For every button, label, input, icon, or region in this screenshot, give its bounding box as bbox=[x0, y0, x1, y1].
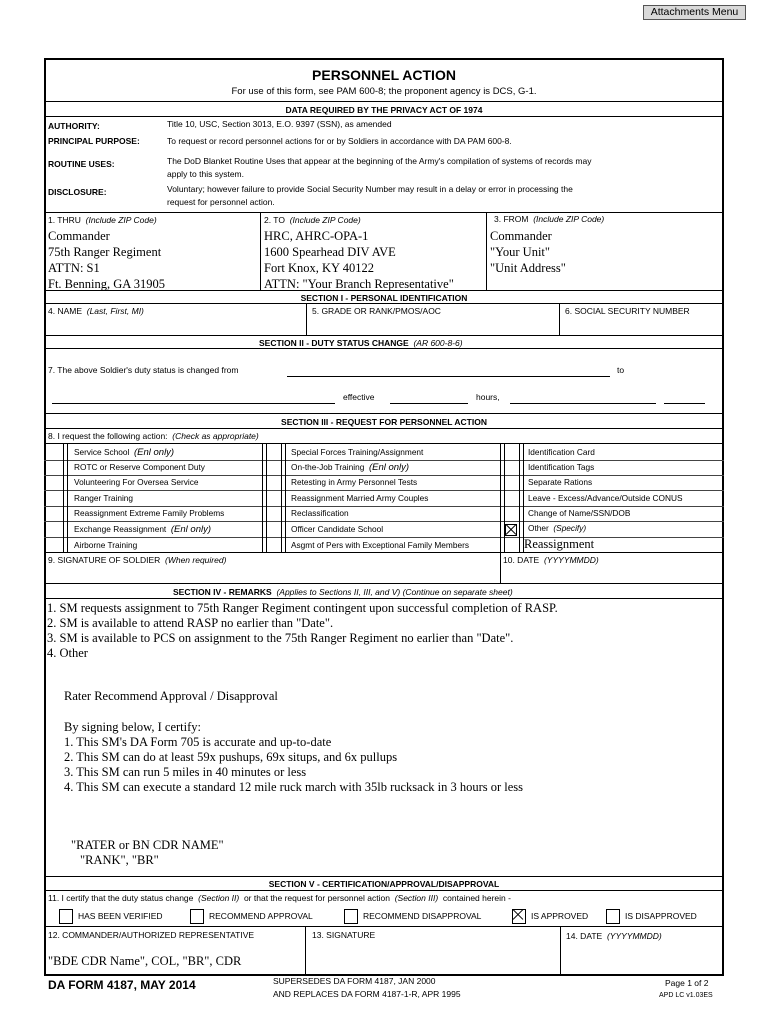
to-status-field[interactable] bbox=[52, 403, 335, 404]
effective-field[interactable] bbox=[390, 403, 468, 404]
certify-item-4[interactable]: 4. This SM can execute a standard 12 mile ruck march with 35lb rucksack in 3 hours or less bbox=[64, 780, 524, 794]
recommend-disapproval-checkbox[interactable] bbox=[344, 909, 358, 924]
action-ocs[interactable]: Officer Candidate School bbox=[291, 524, 384, 534]
action-married-couples[interactable]: Reassignment Married Army Couples bbox=[291, 493, 429, 503]
action-ojt[interactable]: On-the-Job Training (Enl only) bbox=[291, 462, 410, 473]
action-retesting[interactable]: Retesting in Army Personnel Tests bbox=[291, 477, 418, 487]
authority-text: Title 10, USC, Section 3013, E.O. 9397 (SSN), as amended bbox=[167, 119, 392, 129]
remark-line-4[interactable]: 4. Other bbox=[47, 646, 88, 660]
certify-item-1[interactable]: 1. This SM's DA Form 705 is accurate and up-to-date bbox=[64, 735, 332, 749]
cmdr-date-label: 14. DATE (YYYYMMDD) bbox=[566, 931, 662, 941]
remark-line-2[interactable]: 2. SM is available to attend RASP no earlier than "Date". bbox=[47, 616, 334, 630]
soldier-signature-label: 9. SIGNATURE OF SOLDIER (When required) bbox=[48, 555, 227, 565]
action-leave[interactable]: Leave - Excess/Advance/Outside CONUS bbox=[528, 493, 683, 503]
to-label: 2. TO (Include ZIP Code) bbox=[264, 215, 361, 225]
commander-value[interactable]: "BDE CDR Name", COL, "BR", CDR bbox=[48, 954, 242, 968]
purpose-text: To request or record personnel actions for or by Soldiers in accordance with DA PAM 600-8. bbox=[167, 136, 512, 146]
routine-label: ROUTINE USES: bbox=[48, 159, 115, 169]
certify-item-3[interactable]: 3. This SM can run 5 miles in 40 minutes or less bbox=[64, 765, 307, 779]
action-service-school[interactable]: Service School (Enl only) bbox=[74, 447, 175, 458]
effective-word: effective bbox=[343, 392, 375, 402]
privacy-heading: DATA REQUIRED BY THE PRIVACY ACT OF 1974 bbox=[285, 105, 483, 115]
soldier-date-label: 10. DATE (YYYYMMDD) bbox=[503, 555, 599, 565]
date-field-a[interactable] bbox=[510, 403, 656, 404]
grade-label: 5. GRADE OR RANK/PMOS/AOC bbox=[312, 306, 441, 316]
page-number: Page 1 of 2 bbox=[665, 978, 709, 988]
action-ranger-training[interactable]: Ranger Training bbox=[74, 493, 134, 503]
routine-text-1: The DoD Blanket Routine Uses that appear at the beginning of the Army's compilation of systems of records may bbox=[167, 156, 592, 166]
certify-statement: 11. I certify that the duty status change (Section II) or that the request for personnel action (Section III) contained herein - bbox=[48, 893, 511, 903]
action-airborne[interactable]: Airborne Training bbox=[74, 540, 138, 550]
cmdr-signature-label: 13. SIGNATURE bbox=[312, 930, 376, 940]
recommend-approval-label: RECOMMEND APPROVAL bbox=[209, 911, 313, 921]
action-separate-rations[interactable]: Separate Rations bbox=[528, 477, 593, 487]
duty-status-label: 7. The above Soldier's duty status is changed from bbox=[48, 365, 239, 375]
disclosure-text-1: Voluntary; however failure to provide Social Security Number may result in a delay or error in processing the bbox=[167, 184, 573, 194]
supersedes-2: AND REPLACES DA FORM 4187-1-R, APR 1995 bbox=[273, 989, 461, 999]
authority-label: AUTHORITY: bbox=[48, 121, 100, 131]
supersedes-1: SUPERSEDES DA FORM 4187, JAN 2000 bbox=[273, 976, 436, 986]
recommend-approval-checkbox[interactable] bbox=[190, 909, 204, 924]
name-label: 4. NAME (Last, First, MI) bbox=[48, 306, 144, 316]
recommend-disapproval-label: RECOMMEND DISAPPROVAL bbox=[363, 911, 482, 921]
approved-checkbox[interactable] bbox=[512, 909, 526, 924]
from-address[interactable]: Commander "Your Unit" "Unit Address" bbox=[490, 229, 566, 275]
rater-name[interactable]: "RATER or BN CDR NAME" bbox=[71, 838, 224, 852]
commander-label: 12. COMMANDER/AUTHORIZED REPRESENTATIVE bbox=[48, 930, 255, 940]
other-specify-value[interactable]: Reassignment bbox=[524, 537, 595, 551]
disapproved-checkbox[interactable] bbox=[606, 909, 620, 924]
other-checkbox[interactable] bbox=[505, 524, 517, 536]
purpose-label: PRINCIPAL PURPOSE: bbox=[48, 136, 140, 146]
verified-label: HAS BEEN VERIFIED bbox=[78, 911, 163, 921]
disapproved-label: IS DISAPPROVED bbox=[625, 911, 697, 921]
request-label: 8. I request the following action: (Check as appropriate) bbox=[48, 431, 259, 441]
to-address[interactable]: HRC, AHRC-OPA-1 1600 Spearhead DIV AVE Fort Knox, KY 40122 ATTN: "Your Branch Representative" bbox=[264, 229, 454, 291]
version-label: APD LC v1.03ES bbox=[659, 992, 713, 999]
action-oversea[interactable]: Volunteering For Oversea Service bbox=[74, 477, 199, 487]
action-efmp[interactable]: Asgmt of Pers with Exceptional Family Members bbox=[291, 540, 469, 550]
remark-line-3[interactable]: 3. SM is available to PCS on assignment to the 75th Ranger Regiment no earlier than "Date". bbox=[47, 631, 514, 645]
form-id: DA FORM 4187, MAY 2014 bbox=[48, 978, 196, 992]
section2-heading: SECTION II - DUTY STATUS CHANGE (AR 600-8-6) bbox=[259, 338, 463, 348]
from-status-field[interactable] bbox=[287, 376, 610, 377]
thru-address[interactable]: Commander 75th Ranger Regiment ATTN: S1 Ft. Benning, GA 31905 bbox=[48, 229, 166, 291]
approved-label: IS APPROVED bbox=[531, 911, 589, 921]
action-rotc[interactable]: ROTC or Reserve Component Duty bbox=[74, 462, 205, 472]
action-id-card[interactable]: Identification Card bbox=[528, 447, 595, 457]
disclosure-text-2: request for personnel action. bbox=[167, 197, 275, 207]
thru-label: 1. THRU (Include ZIP Code) bbox=[48, 215, 157, 225]
attachments-menu-button[interactable]: Attachments Menu bbox=[643, 5, 746, 20]
verified-checkbox[interactable] bbox=[59, 909, 73, 924]
action-other[interactable]: Other (Specify) bbox=[528, 523, 587, 533]
action-special-forces[interactable]: Special Forces Training/Assignment bbox=[291, 447, 424, 457]
section3-heading: SECTION III - REQUEST FOR PERSONNEL ACTION bbox=[281, 417, 487, 427]
from-label: 3. FROM (Include ZIP Code) bbox=[494, 214, 605, 224]
hours-word: hours, bbox=[476, 392, 500, 402]
certify-item-2[interactable]: 2. This SM can do at least 59x pushups, 69x situps, and 6x pullups bbox=[64, 750, 398, 764]
rater-recommend-line[interactable]: Rater Recommend Approval / Disapproval bbox=[64, 689, 278, 703]
disclosure-label: DISCLOSURE: bbox=[48, 187, 107, 197]
section4-heading: SECTION IV - REMARKS (Applies to Sections II, III, and V) (Continue on separate sheet) bbox=[173, 587, 513, 597]
action-change-name[interactable]: Change of Name/SSN/DOB bbox=[528, 508, 631, 518]
ssn-label: 6. SOCIAL SECURITY NUMBER bbox=[565, 306, 690, 316]
to-word: to bbox=[617, 365, 625, 375]
date-field-b[interactable] bbox=[664, 403, 705, 404]
remark-line-1[interactable]: 1. SM requests assignment to 75th Ranger Regiment contingent upon successful completion of RASP. bbox=[47, 601, 558, 615]
form-subtitle: For use of this form, see PAM 600-8; the proponent agency is DCS, G-1. bbox=[231, 86, 537, 97]
routine-text-2: apply to this system. bbox=[167, 169, 245, 179]
action-reclassification[interactable]: Reclassification bbox=[291, 508, 349, 518]
rater-rank[interactable]: "RANK", "BR" bbox=[80, 853, 159, 867]
action-id-tags[interactable]: Identification Tags bbox=[528, 462, 595, 472]
action-extreme-family[interactable]: Reassignment Extreme Family Problems bbox=[74, 508, 225, 518]
certify-intro[interactable]: By signing below, I certify: bbox=[64, 720, 202, 734]
section5-heading: SECTION V - CERTIFICATION/APPROVAL/DISAPPROVAL bbox=[268, 879, 500, 889]
action-exchange[interactable]: Exchange Reassignment (Enl only) bbox=[74, 524, 211, 535]
section1-heading: SECTION I - PERSONAL IDENTIFICATION bbox=[300, 293, 468, 303]
form-title: PERSONNEL ACTION bbox=[312, 67, 456, 83]
